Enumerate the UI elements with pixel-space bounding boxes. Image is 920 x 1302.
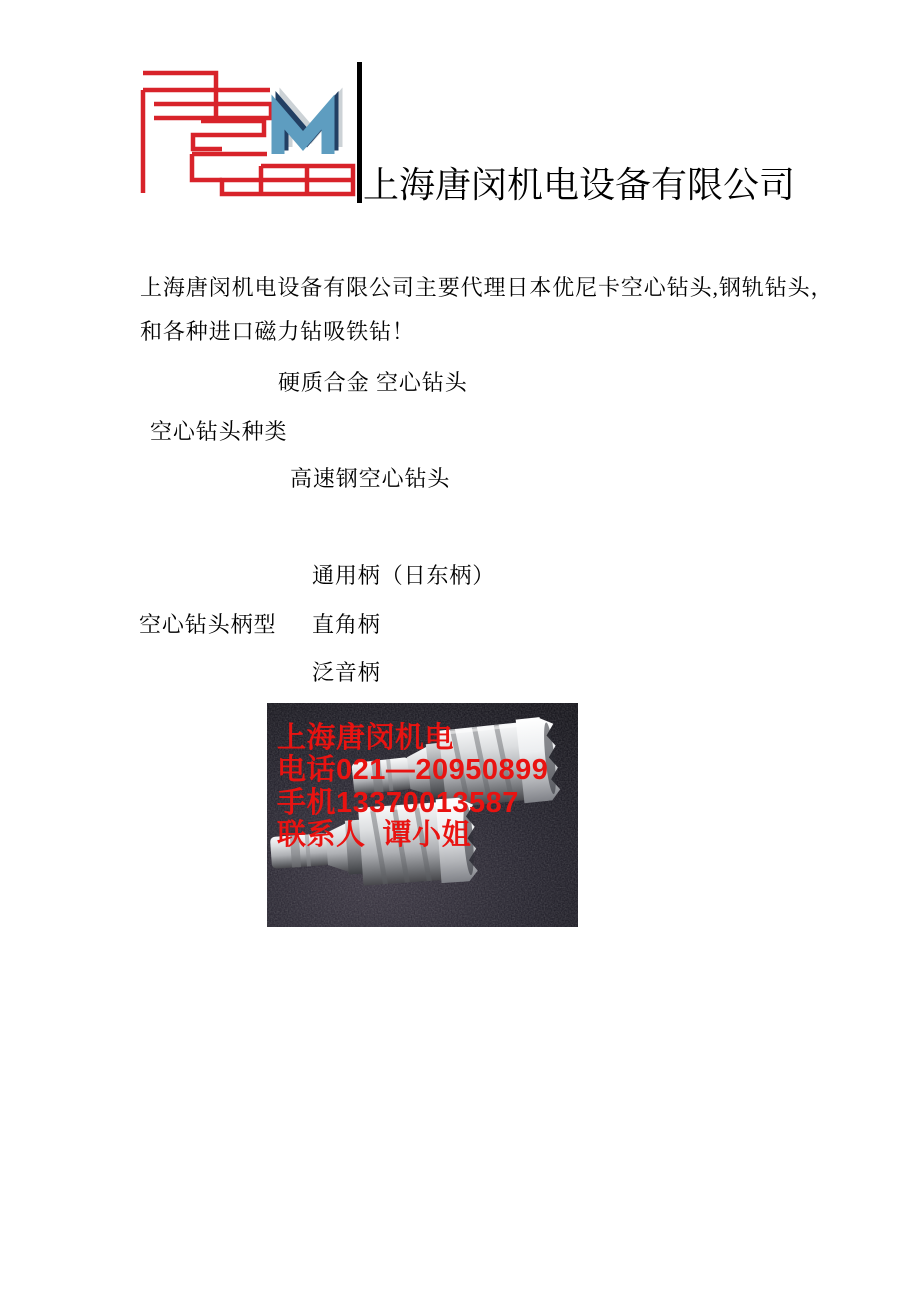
intro-line-1: 上海唐闵机电设备有限公司主要代理日本优尼卡空心钻头,钢轨钻头，	[140, 275, 834, 300]
shank-type-item-rightangle: 直角柄	[312, 612, 381, 637]
drill-type-item-hss: 高速钢空心钻头	[290, 466, 451, 491]
logo-m-letter	[278, 105, 336, 154]
shank-type-item-fein: 泛音柄	[312, 660, 381, 685]
shank-type-section-label: 空心钻头柄型	[139, 612, 277, 637]
drill-type-section-label: 空心钻头种类	[150, 419, 288, 444]
drill-type-item-carbide: 硬质合金 空心钻头	[278, 370, 468, 395]
photo-overlay-contact: 联系人 谭小姐	[277, 819, 472, 851]
product-photo	[267, 703, 578, 927]
page-title: 上海唐闵机电设备有限公司	[363, 165, 796, 205]
photo-overlay-company: 上海唐闵机电	[277, 722, 455, 754]
photo-overlay-mobile: 手机13370013587	[277, 787, 519, 819]
company-logo	[131, 60, 363, 213]
tang-character-logo-icon	[131, 60, 363, 208]
shank-type-item-universal: 通用柄（日东柄）	[312, 563, 496, 588]
photo-overlay-phone: 电话021—20950899	[277, 754, 549, 786]
intro-line-2: 和各种进口磁力钻吸铁钻！	[140, 319, 415, 344]
logo-divider	[357, 62, 362, 203]
